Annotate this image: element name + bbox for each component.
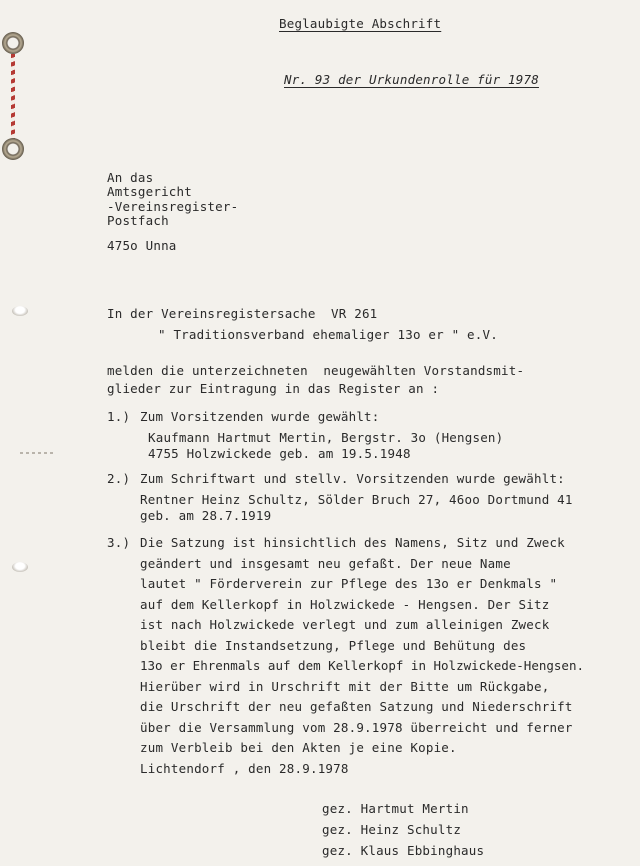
item-3-line-7: Hierüber wird in Urschrift mit der Bitte um Rückgabe, — [140, 679, 550, 694]
signature-3: gez. Klaus Ebbinghaus — [322, 843, 485, 858]
item-2-line-2: geb. am 28.7.1919 — [140, 508, 272, 523]
address-line-1: An das — [107, 170, 154, 185]
item-2-heading: Zum Schriftwart und stellv. Vorsitzenden wurde gewählt: — [140, 471, 565, 486]
item-1-number: 1.) — [107, 409, 131, 424]
fold-mark — [20, 452, 56, 454]
item-3-line-8: die Urschrift der neu gefaßten Satzung und Niederschrift — [140, 699, 573, 714]
document-title: Beglaubigte Abschrift — [279, 16, 442, 31]
item-3-line-5: bleibt die Instandsetzung, Pflege und Behütung des — [140, 638, 527, 653]
item-3-number: 3.) — [107, 535, 131, 550]
item-3-line-10: zum Verbleib bei den Akten je eine Kopie. — [140, 740, 457, 755]
item-3-line-1: geändert und insgesamt neu gefaßt. Der neue Name — [140, 556, 511, 571]
intro-line-2: glieder zur Eintragung in das Register an : — [107, 381, 440, 396]
item-2-number: 2.) — [107, 471, 131, 486]
matter-line-2: " Traditionsverband ehemaliger 13o er " e.V. — [158, 327, 498, 342]
item-3-line-4: ist nach Holzwickede verlegt und zum alleinigen Zweck — [140, 617, 550, 632]
signature-1: gez. Hartmut Mertin — [322, 801, 469, 816]
binder-ring-top — [2, 32, 24, 54]
address-line-2: Amtsgericht — [107, 184, 192, 199]
intro-line-1: melden die unterzeichneten neugewählten Vorstandsmit- — [107, 363, 525, 378]
item-3-line-9: über die Versammlung vom 28.9.1978 überreicht und ferner — [140, 720, 573, 735]
binder-ring-bottom — [2, 138, 24, 160]
document-roll-number: Nr. 93 der Urkundenrolle für 1978 — [284, 72, 539, 87]
item-1-heading: Zum Vorsitzenden wurde gewählt: — [140, 409, 380, 424]
item-3-heading: Die Satzung ist hinsichtlich des Namens, Sitz und Zweck — [140, 535, 565, 550]
address-city: 475o Unna — [107, 238, 177, 253]
item-3-line-2: lautet " Förderverein zur Pflege des 13o er Denkmals " — [140, 576, 558, 591]
item-3-line-3: auf dem Kellerkopf in Holzwickede - Hengsen. Der Sitz — [140, 597, 550, 612]
address-line-3: -Vereinsregister- — [107, 199, 239, 214]
binder-string — [11, 54, 15, 144]
punch-hole-lower — [12, 562, 28, 572]
item-1-line-1: Kaufmann Hartmut Mertin, Bergstr. 3o (Hengsen) — [148, 430, 504, 445]
matter-line-1: In der Vereinsregistersache VR 261 — [107, 306, 378, 321]
item-3-line-11: Lichtendorf , den 28.9.1978 — [140, 761, 349, 776]
signature-2: gez. Heinz Schultz — [322, 822, 462, 837]
punch-hole-middle — [12, 306, 28, 316]
item-2-line-1: Rentner Heinz Schultz, Sölder Bruch 27, 46oo Dortmund 41 — [140, 492, 573, 507]
item-1-line-2: 4755 Holzwickede geb. am 19.5.1948 — [148, 446, 411, 461]
item-3-line-6: 13o er Ehrenmals auf dem Kellerkopf in Holzwickede-Hengsen. — [140, 658, 585, 673]
address-line-4: Postfach — [107, 213, 169, 228]
